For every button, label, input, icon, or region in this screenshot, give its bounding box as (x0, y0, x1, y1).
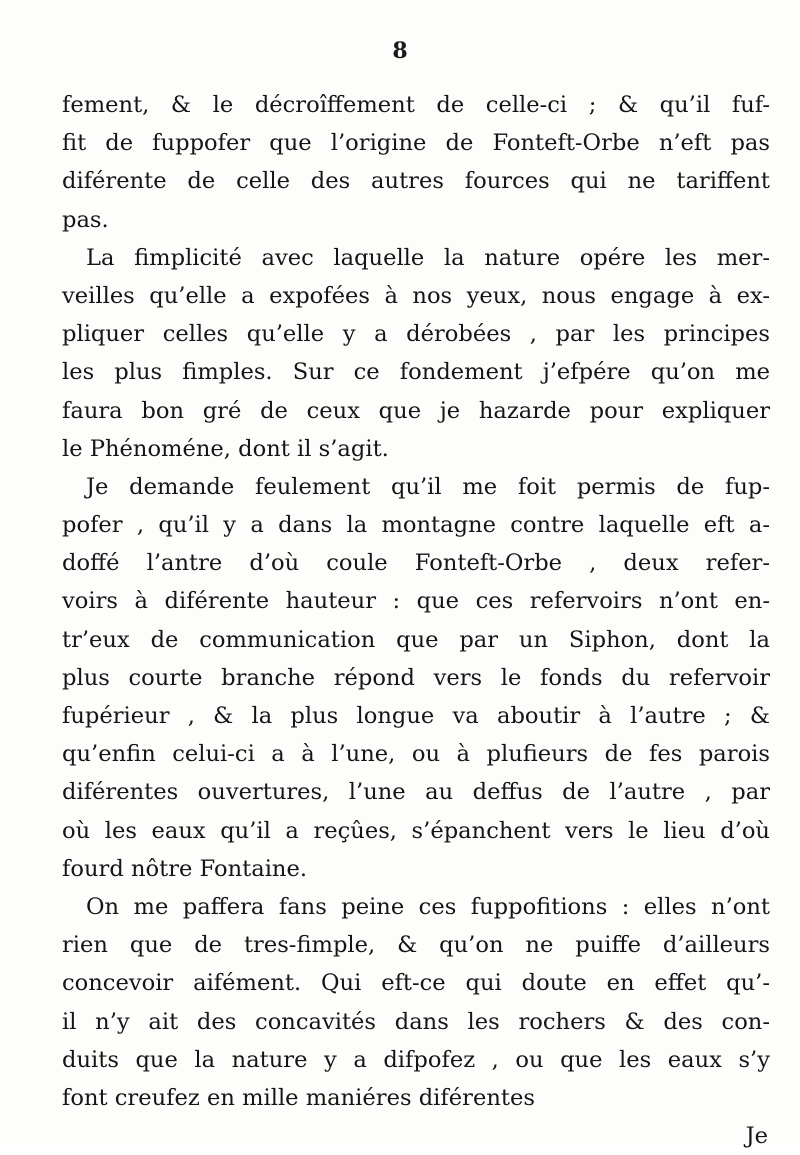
paragraph-end-line: pas. (62, 206, 109, 233)
paragraph-start-line: Je demande feulement qu’il me foit permis de fup- (86, 473, 770, 500)
text-line: où les eaux qu’il a reçûes, s’épanchent vers le lieu d’où (62, 817, 770, 844)
text-line: les plus fimples. Sur ce fondement j’efpére qu’on me (62, 359, 770, 386)
text-line: pliquer celles qu’elle y a dérobées , par les principes (62, 321, 770, 348)
text-line: voirs à diférente hauteur : que ces refervoirs n’ont en- (62, 588, 770, 615)
text-line: diférente de celle des autres fources qui ne tariffent (62, 168, 770, 195)
text-line: qu’enfin celui-ci a à l’une, ou à plufieurs de fes parois (62, 741, 770, 768)
text-line: rien que de tres-fimple, & qu’on ne puiffe d’ailleurs (62, 932, 770, 959)
body-text (62, 86, 770, 1155)
text-line: fement, & le décroîffement de celle-ci ; & qu’il fuf- (62, 92, 770, 118)
paragraph-start-line: On me paffera fans peine ces fuppofitions : elles n’ont (86, 893, 770, 920)
text-line: faura bon gré de ceux que je hazarde pour expliquer (62, 397, 770, 424)
page-number: 8 (392, 38, 408, 64)
text-line: diférentes ouvertures, l’une au deffus de l’autre , par (62, 779, 770, 806)
text-line: doffé l’antre d’où coule Fonteft-Orbe , deux refer- (62, 550, 770, 577)
paragraph-end-line: fourd nôtre Fontaine. (62, 855, 308, 882)
text-line: duits que la nature y a difpofez , ou que les eaux s’y (62, 1046, 770, 1073)
text-line: font creufez en mille maniéres diférentes (62, 1084, 535, 1111)
text-line: veilles qu’elle a expofées à nos yeux, nous engage à ex- (62, 282, 770, 309)
text-line: fupérieur , & la plus longue va aboutir à l’autre ; & (62, 703, 770, 729)
text-line: tr’eux de communication que par un Siphon, dont la (62, 626, 770, 653)
text-line: concevoir aifément. Qui eft-ce qui doute en effet qu’- (62, 970, 770, 997)
text-line: plus courte branche répond vers le fonds du refervoir (62, 664, 770, 691)
text-line: il n’y ait des concavités dans les rochers & des con- (62, 1008, 770, 1035)
catchword: Je (745, 1123, 768, 1150)
paragraph-start-line: La fimplicité avec laquelle la nature opére les mer- (86, 244, 770, 271)
paragraph-end-line: le Phénoméne, dont il s’agit. (62, 435, 389, 462)
text-line: fit de fuppofer que l’origine de Fonteft-Orbe n’eft pas (62, 130, 770, 157)
text-line: pofer , qu’il y a dans la montagne contre laquelle eft a- (62, 512, 770, 539)
